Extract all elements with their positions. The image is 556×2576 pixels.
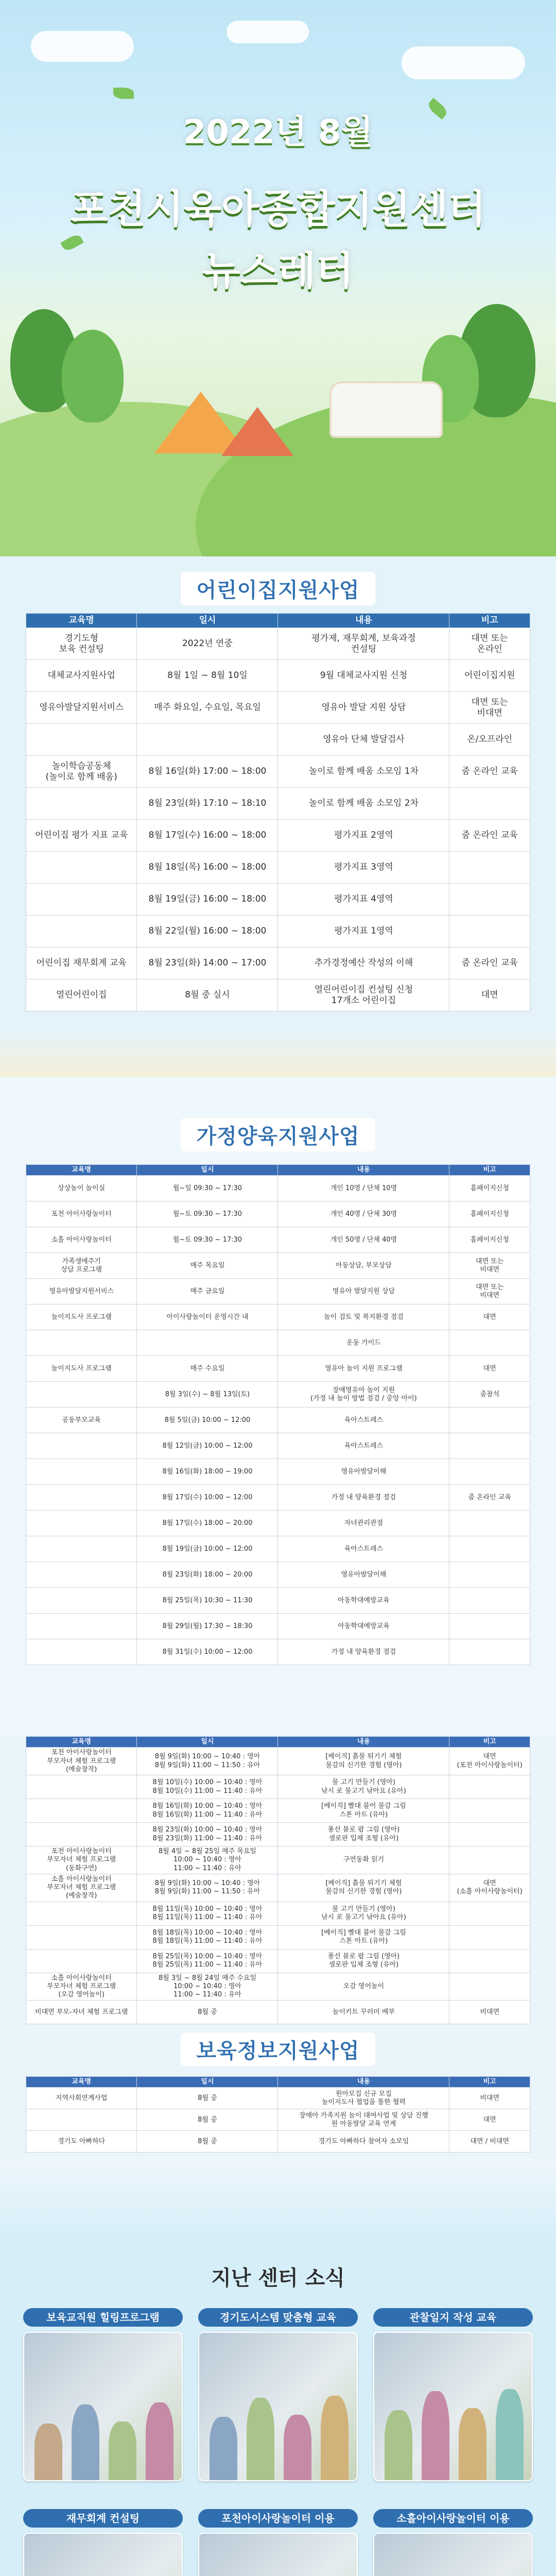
table-row xyxy=(26,1902,530,1925)
table-cell xyxy=(26,724,137,756)
table-cell: 대면 (소흘 아이사랑놀이터) xyxy=(449,1874,530,1902)
table-cell: 경기도형 보육 컨설팅 xyxy=(26,628,137,660)
table-row xyxy=(26,1485,530,1511)
table-cell: 8월 19일(금) 16:00 ~ 18:00 xyxy=(137,884,278,916)
table-header-cell: 일시 xyxy=(137,2077,278,2088)
table-cell: 8월 16일(화) 17:00 ~ 18:00 xyxy=(137,756,278,788)
table-cell: 영유아발달이해 xyxy=(278,1562,449,1588)
table-cell xyxy=(449,1408,530,1433)
table-row xyxy=(26,724,530,756)
table-cell: 대면 / 비대면 xyxy=(449,2131,530,2153)
table-cell: 영유아발달이해 xyxy=(278,1459,449,1485)
table-cell: 8월 31일(수) 10:00 ~ 12:00 xyxy=(137,1639,278,1665)
table-cell: 아동학대예방교육 xyxy=(278,1614,449,1639)
table-cell xyxy=(137,1330,278,1356)
table-cell: 가족생애주기 상담 프로그램 xyxy=(26,1253,137,1279)
table-cell: 8월 3일 ~ 8월 24일 매주 수요일 10:00 ~ 10:40 : 영아 11:00 ~ 11:40 : 유아 xyxy=(137,1973,278,2001)
table-cell: 8월 중 실시 xyxy=(137,979,278,1011)
cloud xyxy=(402,46,525,79)
table-cell xyxy=(26,1823,137,1846)
table-row xyxy=(26,1253,530,1279)
table-cell: 8월 23일(화) 18:00 ~ 20:00 xyxy=(137,1562,278,1588)
table-row xyxy=(26,979,530,1011)
table-cell: 8월 중 xyxy=(137,2088,278,2109)
table-cell: 매주 금요일 xyxy=(137,1279,278,1304)
table-cell: 오감 영어놀이 xyxy=(278,1973,449,2001)
table-header-cell: 일시 xyxy=(137,614,278,628)
camper-van xyxy=(329,381,443,438)
table-cell: 어린이집 평가 지표 교육 xyxy=(26,820,137,852)
table-row xyxy=(26,1748,530,1775)
table-cell xyxy=(26,1433,137,1459)
table-row xyxy=(26,1949,530,1973)
table-row xyxy=(26,1176,530,1201)
table-cell: 놀이지도사 프로그램 xyxy=(26,1304,137,1330)
table-header-row xyxy=(26,2077,530,2088)
table-cell: 8월 18일(목) 16:00 ~ 18:00 xyxy=(137,852,278,884)
table-cell xyxy=(26,1330,137,1356)
tent xyxy=(221,407,293,456)
table-row xyxy=(26,1511,530,1536)
news-caption: 포천아이사랑놀이터 이용 xyxy=(198,2509,358,2528)
table-row xyxy=(26,1799,530,1823)
table-header-cell: 비고 xyxy=(449,1165,530,1176)
table-header-cell: 일시 xyxy=(137,1737,278,1748)
table-row xyxy=(26,884,530,916)
table-cell: 소흘 아이사랑놀이터 부모자녀 체험 프로그램 (오감 영어놀이) xyxy=(26,1973,137,2001)
table-row xyxy=(26,2001,530,2024)
news-caption: 관찰일지 작성 교육 xyxy=(373,2308,533,2327)
leaf-deco xyxy=(113,88,134,99)
table-row xyxy=(26,788,530,820)
table-cell xyxy=(26,1799,137,1823)
table-cell: 대면 또는 온라인 xyxy=(449,628,530,660)
news-photo xyxy=(198,2533,358,2576)
table-cell: 비대면 부모-자녀 체험 프로그램 xyxy=(26,2001,137,2024)
table-row xyxy=(26,1201,530,1227)
news-photo xyxy=(23,2533,183,2576)
tree xyxy=(62,330,124,422)
cloud xyxy=(31,31,134,62)
table-cell: 경기도 아빠하다 xyxy=(26,2131,137,2153)
table-header-cell: 일시 xyxy=(137,1165,278,1176)
table-row xyxy=(26,1227,530,1253)
table-row xyxy=(26,1536,530,1562)
beach-strip xyxy=(0,2159,556,2241)
table-cell xyxy=(26,1382,137,1408)
table-row xyxy=(26,1562,530,1588)
table-cell: 대체교사지원사업 xyxy=(26,660,137,692)
table-cell: [베이직] 흙물 튀기기 체험 물감의 신기한 경험 (영아) xyxy=(278,1874,449,1902)
table-header-row xyxy=(26,1737,530,1748)
table-header-cell: 비고 xyxy=(449,1737,530,1748)
table-cell: 추가경정예산 작성의 이해 xyxy=(278,947,449,979)
table-row xyxy=(26,2088,530,2109)
table-header-cell: 비고 xyxy=(449,614,530,628)
news-photo xyxy=(23,2332,183,2481)
table-row xyxy=(26,1925,530,1949)
table-row xyxy=(26,1330,530,1356)
table-cell: 8월 25일(목) 10:00 ~ 10:40 : 영아 8월 25일(목) 11:00 ~ 11:40 : 유아 xyxy=(137,1949,278,1973)
table-cell: 물 고기 만들기 (영아) 낚시 로 물고기 낚아요 (유아) xyxy=(278,1902,449,1925)
table-cell: 매주 목요일 xyxy=(137,1253,278,1279)
table-cell: [베이직] 흙물 튀기기 체험 물감의 신기한 경험 (영아) xyxy=(278,1748,449,1775)
table-cell: 놀이 검토 및 복지환경 점검 xyxy=(278,1304,449,1330)
table-row xyxy=(26,2109,530,2131)
table-cell xyxy=(26,1949,137,1973)
news-caption: 소흘아이사랑놀이터 이용 xyxy=(373,2509,533,2528)
cloud xyxy=(227,21,309,43)
section-title-home: 가정양육지원사업 xyxy=(0,1118,556,1151)
table-row xyxy=(26,628,530,660)
table-cell: 홈페이지신청 xyxy=(449,1227,530,1253)
table-cell xyxy=(26,1925,137,1949)
table-cell: 육아스트레스 xyxy=(278,1433,449,1459)
table-cell: 8월 22일(월) 16:00 ~ 18:00 xyxy=(137,916,278,947)
table-cell xyxy=(449,1846,530,1874)
table-cell: 줌 온라인 교육 xyxy=(449,756,530,788)
table-header-cell: 비고 xyxy=(449,2077,530,2088)
table-cell: 원아모집 신규 모집 놀이지도사 협업을 통한 협력 xyxy=(278,2088,449,2109)
table-cell: 풍선 블로 팝 그림 (영아) 셀로판 입체 조형 (유아) xyxy=(278,1823,449,1846)
table-cell: [베이직] 빨대 불어 물감 그림 스톤 아트 (유아) xyxy=(278,1799,449,1823)
table-cell xyxy=(449,1949,530,1973)
table-cell: 비대면 xyxy=(449,2001,530,2024)
table-row xyxy=(26,1433,530,1459)
table-cell xyxy=(449,1775,530,1799)
table-header-cell: 내용 xyxy=(278,1165,449,1176)
table-cell: 대면 xyxy=(449,1356,530,1382)
table-cell: 영유아발달지원서비스 xyxy=(26,692,137,724)
table-cell: 평가지표 4영역 xyxy=(278,884,449,916)
table-cell: [베이직] 빨대 불어 물감 그림 스톤 아트 (유아) xyxy=(278,1925,449,1949)
table-row xyxy=(26,692,530,724)
table-header-cell: 교육명 xyxy=(26,1737,137,1748)
table-cell xyxy=(26,1485,137,1511)
table-cell: 8월 1일 ~ 8월 10일 xyxy=(137,660,278,692)
table-cell: 풍선 블로 팝 그림 (영아) 셀로판 입체 조형 (유아) xyxy=(278,1949,449,1973)
table-row xyxy=(26,1408,530,1433)
table-cell: 8월 25일(목) 10:30 ~ 11:30 xyxy=(137,1588,278,1614)
table-cell: 8월 23일(화) 14:00 ~ 17:00 xyxy=(137,947,278,979)
table-cell xyxy=(449,852,530,884)
table-cell: 줌 온라인 교육 xyxy=(449,947,530,979)
table-cell: 평가지표 2영역 xyxy=(278,820,449,852)
table-cell: 8월 16일(화) 10:00 ~ 10:40 : 영아 8월 16일(화) 11:00 ~ 11:40 : 유아 xyxy=(137,1799,278,1823)
table-cell xyxy=(26,1902,137,1925)
table-header-cell: 내용 xyxy=(278,1737,449,1748)
table-cell: 어린이집 재무회계 교육 xyxy=(26,947,137,979)
table-cell xyxy=(26,1639,137,1665)
table-cell: 8월 17일(수) 18:00 ~ 20:00 xyxy=(137,1511,278,1536)
table-row xyxy=(26,1973,530,2001)
table-cell: 개인 10명 / 단체 10명 xyxy=(278,1176,449,1201)
table-cell: 열린어린이집 xyxy=(26,979,137,1011)
table-cell: 8월 5일(금) 10:00 ~ 12:00 xyxy=(137,1408,278,1433)
table-cell: 자녀관리관점 xyxy=(278,1511,449,1536)
table-row xyxy=(26,916,530,947)
newsletter-title: 뉴스레터 xyxy=(202,248,354,294)
section-title-info: 보육정보지원사업 xyxy=(0,2032,556,2066)
table-cell: 대면 xyxy=(449,1304,530,1330)
hero-banner xyxy=(0,0,556,556)
table-cell: 영유아 단체 발달검사 xyxy=(278,724,449,756)
table-cell: 상상놀이 놀이실 xyxy=(26,1176,137,1201)
table-cell xyxy=(449,1614,530,1639)
table-cell: 온/오프라인 xyxy=(449,724,530,756)
table-cell: 영유아 놀이 지원 프로그램 xyxy=(278,1356,449,1382)
table-cell xyxy=(26,1511,137,1536)
table-cell xyxy=(26,1562,137,1588)
table-cell: 8월 10일(수) 10:00 ~ 10:40 : 영아 8월 10일(수) 11:00 ~ 11:40 : 유아 xyxy=(137,1775,278,1799)
table-cell: 놀이학습공동체 (놀이로 함께 배움) xyxy=(26,756,137,788)
table-row xyxy=(26,1823,530,1846)
table-cell: 줌참석 xyxy=(449,1382,530,1408)
news-caption: 경기도시스템 맞춤형 교육 xyxy=(198,2308,358,2327)
table-row xyxy=(26,756,530,788)
playground-program-table xyxy=(26,1736,530,2024)
table-cell xyxy=(449,1639,530,1665)
table-cell: 8월 23일(화) 17:10 ~ 18:10 xyxy=(137,788,278,820)
table-cell: 줌 온라인 교육 xyxy=(449,1485,530,1511)
table-cell: 아이사랑놀이터 운영시간 내 xyxy=(137,1304,278,1330)
table-cell: 가정 내 양육환경 점검 xyxy=(278,1485,449,1511)
table-row xyxy=(26,1775,530,1799)
table-cell: 물 고기 만들기 (영아) 낚시 로 물고기 낚아요 (유아) xyxy=(278,1775,449,1799)
table-row xyxy=(26,1459,530,1485)
table-cell xyxy=(26,1459,137,1485)
table-cell: 장애영유아 놀이 지원 (가정 내 놀이 방법 점검 / 중앙 아이) xyxy=(278,1382,449,1408)
table-cell: 개인 50명 / 단체 40명 xyxy=(278,1227,449,1253)
table-header-cell: 내용 xyxy=(278,614,449,628)
table-row xyxy=(26,660,530,692)
table-cell: 소흘 아이사랑놀이터 xyxy=(26,1227,137,1253)
table-cell xyxy=(26,1775,137,1799)
table-cell: 놀이로 함께 배움 소모임 2차 xyxy=(278,788,449,820)
table-cell: 소흘 아이사랑놀이터 부모자녀 체험 프로그램 (예술창작) xyxy=(26,1874,137,1902)
table-cell: 대면 또는 비대면 xyxy=(449,1253,530,1279)
table-cell: 8월 16일(화) 18:00 ~ 19:00 xyxy=(137,1459,278,1485)
table-cell: 열린어린이집 컨설팅 신청 17개소 어린이집 xyxy=(278,979,449,1011)
table-row xyxy=(26,1614,530,1639)
table-cell: 장애아 가족지원 놀이 대여사업 및 상담 진행 원 아동발달 교육 연계 xyxy=(278,2109,449,2131)
table-row xyxy=(26,1874,530,1902)
table-cell: 8월 18일(목) 10:00 ~ 10:40 : 영아 8월 18일(목) 11:00 ~ 11:40 : 유아 xyxy=(137,1925,278,1949)
table-cell xyxy=(449,1799,530,1823)
table-cell: 월~일 09:30 ~ 17:30 xyxy=(137,1176,278,1201)
table-cell xyxy=(449,1588,530,1614)
table-cell: 놀이로 함께 배움 소모임 1차 xyxy=(278,756,449,788)
home-care-table xyxy=(26,1164,530,1665)
news-caption: 보육교직원 힐링프로그램 xyxy=(23,2308,183,2327)
table-cell xyxy=(26,788,137,820)
table-cell: 포천 아이사랑놀이터 xyxy=(26,1201,137,1227)
section-title-daycare: 어린이집지원사업 xyxy=(0,572,556,605)
table-cell: 8월 9일(화) 10:00 ~ 10:40 : 영아 8월 9일(화) 11:00 ~ 11:50 : 유아 xyxy=(137,1748,278,1775)
table-row xyxy=(26,1356,530,1382)
table-cell: 어린이집지원 xyxy=(449,660,530,692)
table-cell: 매주 화요일, 수요일, 목요일 xyxy=(137,692,278,724)
table-row xyxy=(26,947,530,979)
table-cell: 8월 3일(수) ~ 8월 13일(토) xyxy=(137,1382,278,1408)
table-cell xyxy=(449,1823,530,1846)
table-cell xyxy=(449,884,530,916)
table-cell xyxy=(449,1925,530,1949)
news-caption: 재무회계 컨설팅 xyxy=(23,2509,183,2528)
table-cell: 8월 17일(수) 16:00 ~ 18:00 xyxy=(137,820,278,852)
table-cell: 지역사회연계사업 xyxy=(26,2088,137,2109)
news-photo xyxy=(373,2533,533,2576)
table-cell: 8월 19일(금) 10:00 ~ 12:00 xyxy=(137,1536,278,1562)
issue-date: 2022년 8월 xyxy=(183,113,373,151)
table-row xyxy=(26,1846,530,1874)
table-header-cell: 내용 xyxy=(278,2077,449,2088)
table-cell: 홈페이지신청 xyxy=(449,1201,530,1227)
news-photo xyxy=(373,2332,533,2481)
table-cell: 평가지표 1영역 xyxy=(278,916,449,947)
table-cell xyxy=(26,1536,137,1562)
table-cell: 가정 내 양육환경 점검 xyxy=(278,1639,449,1665)
table-cell xyxy=(449,1973,530,2001)
table-header-row xyxy=(26,1165,530,1176)
table-cell xyxy=(449,1562,530,1588)
table-cell xyxy=(26,1588,137,1614)
table-cell xyxy=(449,1902,530,1925)
table-cell: 공동부모교육 xyxy=(26,1408,137,1433)
table-cell: 아동상담, 부모상담 xyxy=(278,1253,449,1279)
table-cell: 2022년 연중 xyxy=(137,628,278,660)
table-cell: 포천 아이사랑놀이터 부모자녀 체험 프로그램 (동화구연) xyxy=(26,1846,137,1874)
table-row xyxy=(26,1304,530,1330)
table-cell: 8월 중 xyxy=(137,2131,278,2153)
table-cell: 8월 23일(화) 10:00 ~ 10:40 : 영아 8월 23일(화) 11:00 ~ 11:40 : 유아 xyxy=(137,1823,278,1846)
table-cell: 영유아발달지원서비스 xyxy=(26,1279,137,1304)
table-cell: 구연동화 읽기 xyxy=(278,1846,449,1874)
table-cell: 줌 온라인 교육 xyxy=(449,820,530,852)
table-cell: 놀이지도사 프로그램 xyxy=(26,1356,137,1382)
table-cell: 매주 수요일 xyxy=(137,1356,278,1382)
table-cell: 개인 40명 / 단체 30명 xyxy=(278,1201,449,1227)
table-cell: 대면 또는 비대면 xyxy=(449,1279,530,1304)
table-header-row xyxy=(26,614,530,628)
table-cell xyxy=(26,852,137,884)
center-title: 포천시육아종합지원센터 xyxy=(70,186,486,232)
info-table xyxy=(26,2076,530,2153)
table-cell: 경기도 아빠하다 참여자 소모임 xyxy=(278,2131,449,2153)
table-row xyxy=(26,1382,530,1408)
table-cell: 8월 9일(화) 10:00 ~ 10:40 : 영아 8월 9일(화) 11:00 ~ 11:50 : 유아 xyxy=(137,1874,278,1902)
table-cell: 운동 가이드 xyxy=(278,1330,449,1356)
table-cell xyxy=(26,916,137,947)
table-cell: 놀이키트 꾸러미 배부 xyxy=(278,2001,449,2024)
table-cell xyxy=(26,2109,137,2131)
table-cell: 월~토 09:30 ~ 17:30 xyxy=(137,1201,278,1227)
table-cell: 포천 아이사랑놀이터 부모자녀 체험 프로그램 (예술창작) xyxy=(26,1748,137,1775)
table-row xyxy=(26,2131,530,2153)
table-cell: 8월 11일(목) 10:00 ~ 10:40 : 영아 8월 11일(목) 11:00 ~ 11:40 : 유아 xyxy=(137,1902,278,1925)
table-cell: 홈페이지신청 xyxy=(449,1176,530,1201)
table-cell xyxy=(26,1614,137,1639)
table-cell: 대면 xyxy=(449,979,530,1011)
table-header-cell: 교육명 xyxy=(26,1165,137,1176)
table-row xyxy=(26,1639,530,1665)
table-row xyxy=(26,1279,530,1304)
table-cell: 대면 xyxy=(449,2109,530,2131)
table-cell: 대면 또는 비대면 xyxy=(449,692,530,724)
table-cell xyxy=(449,1511,530,1536)
table-cell: 평가지표 3영역 xyxy=(278,852,449,884)
table-cell: 육아스트레스 xyxy=(278,1536,449,1562)
table-cell: 영유아 발달 지원 상담 xyxy=(278,692,449,724)
news-title: 지난 센터 소식 xyxy=(211,2266,345,2290)
table-cell: 아동학대예방교육 xyxy=(278,1588,449,1614)
table-cell xyxy=(449,1536,530,1562)
table-cell: 비대면 xyxy=(449,2088,530,2109)
table-cell: 8월 중 xyxy=(137,2001,278,2024)
table-cell: 8월 17일(수) 10:00 ~ 12:00 xyxy=(137,1485,278,1511)
table-row xyxy=(26,820,530,852)
table-cell xyxy=(449,1330,530,1356)
table-row xyxy=(26,1588,530,1614)
table-cell xyxy=(449,916,530,947)
table-cell xyxy=(26,884,137,916)
beach-strip xyxy=(0,1030,556,1077)
news-photo xyxy=(198,2332,358,2481)
table-cell: 월~토 09:30 ~ 17:30 xyxy=(137,1227,278,1253)
table-cell xyxy=(449,788,530,820)
table-header-cell: 교육명 xyxy=(26,614,137,628)
table-header-cell: 교육명 xyxy=(26,2077,137,2088)
table-cell: 8월 중 xyxy=(137,2109,278,2131)
daycare-table xyxy=(26,613,530,1011)
table-cell xyxy=(137,724,278,756)
table-row xyxy=(26,852,530,884)
table-cell: 9월 대체교사지원 신청 xyxy=(278,660,449,692)
table-cell: 8월 29일(월) 17:30 ~ 18:30 xyxy=(137,1614,278,1639)
table-cell: 육아스트레스 xyxy=(278,1408,449,1433)
table-cell xyxy=(449,1459,530,1485)
table-cell: 영유아 발달지원 상담 xyxy=(278,1279,449,1304)
table-cell: 평가제, 재무회계, 보육과정 컨설팅 xyxy=(278,628,449,660)
table-cell: 8월 12일(금) 10:00 ~ 12:00 xyxy=(137,1433,278,1459)
table-cell xyxy=(449,1433,530,1459)
table-cell: 8월 4일 ~ 8월 25일 매주 목요일 10:00 ~ 10:40 : 영아 11:00 ~ 11:40 : 유아 xyxy=(137,1846,278,1874)
table-cell: 대면 (포천 아이사랑놀이터) xyxy=(449,1748,530,1775)
